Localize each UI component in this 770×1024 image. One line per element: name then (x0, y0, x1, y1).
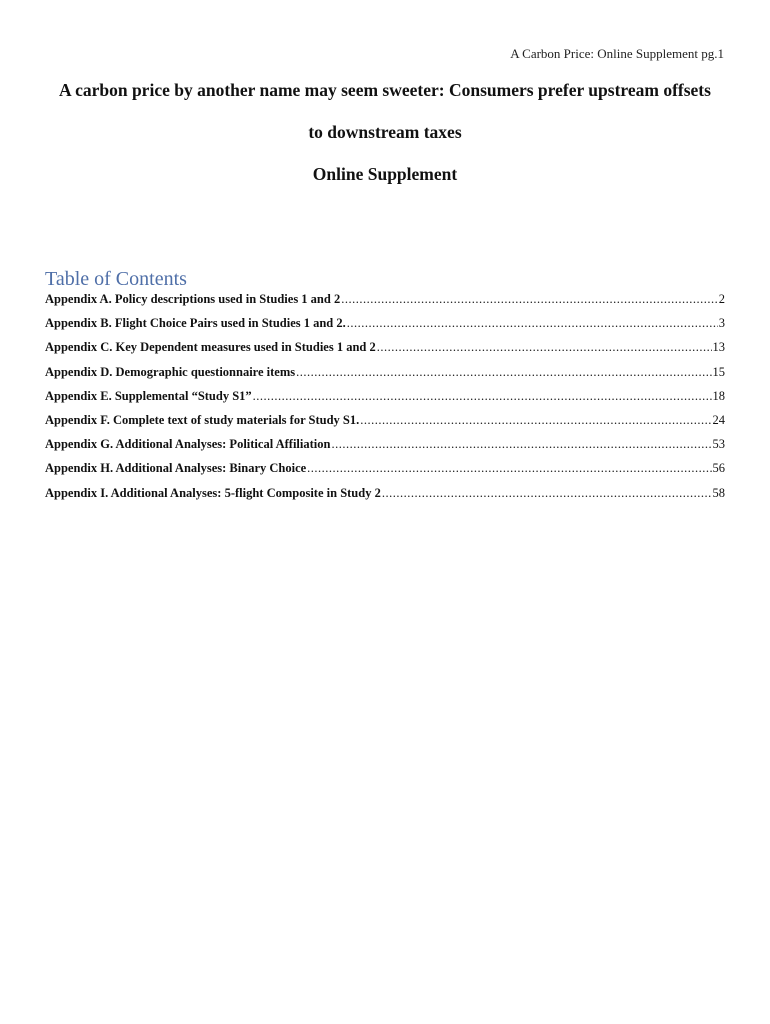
toc-list (45, 292, 725, 510)
toc-page-number: 24 (712, 412, 725, 427)
toc-page-number: 15 (712, 364, 725, 379)
toc-entry-label: Appendix D. Demographic questionnaire items (45, 364, 296, 379)
toc-entry-appendix-e[interactable] (45, 389, 725, 413)
toc-entry-label: Appendix H. Additional Analyses: Binary Choice (45, 461, 307, 476)
toc-page-number: 2 (718, 292, 725, 306)
toc-entry-label: Appendix I. Additional Analyses: 5-flight Composite in Study 2 (45, 485, 381, 500)
toc-entry-appendix-a[interactable] (45, 292, 725, 316)
toc-entry-label: Appendix C. Key Dependent measures used in Studies 1 and 2 (45, 340, 376, 355)
toc-entry-appendix-c[interactable] (45, 340, 725, 364)
toc-entry-appendix-h[interactable] (45, 461, 725, 485)
toc-entry-label: Appendix F. Complete text of study materials for Study S1. (45, 412, 360, 427)
toc-page-number: 18 (712, 388, 725, 403)
toc-entry-appendix-d[interactable] (45, 365, 725, 389)
toc-page-number: 53 (712, 437, 725, 452)
toc-leader-dots (307, 461, 711, 476)
toc-leader-dots (331, 437, 711, 452)
toc-page-number: 56 (712, 461, 725, 476)
toc-page-number: 13 (712, 340, 725, 355)
toc-entry-label: Appendix G. Additional Analyses: Political Affiliation (45, 437, 331, 452)
toc-leader-dots (360, 413, 711, 428)
toc-leader-dots (341, 292, 718, 307)
toc-heading: Table of Contents (45, 268, 187, 290)
running-header: A Carbon Price: Online Supplement pg.1 (510, 46, 724, 61)
toc-entry-label: Appendix E. Supplemental “Study S1” (45, 388, 252, 403)
toc-entry-label: Appendix A. Policy descriptions used in Studies 1 and 2 (45, 292, 341, 306)
toc-entry-appendix-b[interactable] (45, 316, 725, 340)
paper-title-line-2: to downstream taxes (308, 122, 462, 142)
paper-title-line-1: A carbon price by another name may seem sweeter: Consumers prefer upstream offsets (59, 80, 711, 100)
toc-page-number: 3 (718, 316, 725, 331)
toc-entry-appendix-g[interactable] (45, 437, 725, 461)
toc-leader-dots (347, 316, 718, 331)
toc-leader-dots (377, 340, 712, 355)
paper-subtitle: Online Supplement (312, 164, 458, 184)
toc-leader-dots (382, 486, 712, 501)
toc-leader-dots (296, 365, 711, 380)
toc-entry-appendix-i[interactable] (45, 486, 725, 510)
toc-entry-appendix-f[interactable] (45, 413, 725, 437)
title-block (0, 78, 770, 204)
toc-page-number: 58 (712, 485, 725, 500)
toc-entry-label: Appendix B. Flight Choice Pairs used in Studies 1 and 2. (45, 316, 346, 331)
toc-leader-dots (253, 389, 712, 404)
